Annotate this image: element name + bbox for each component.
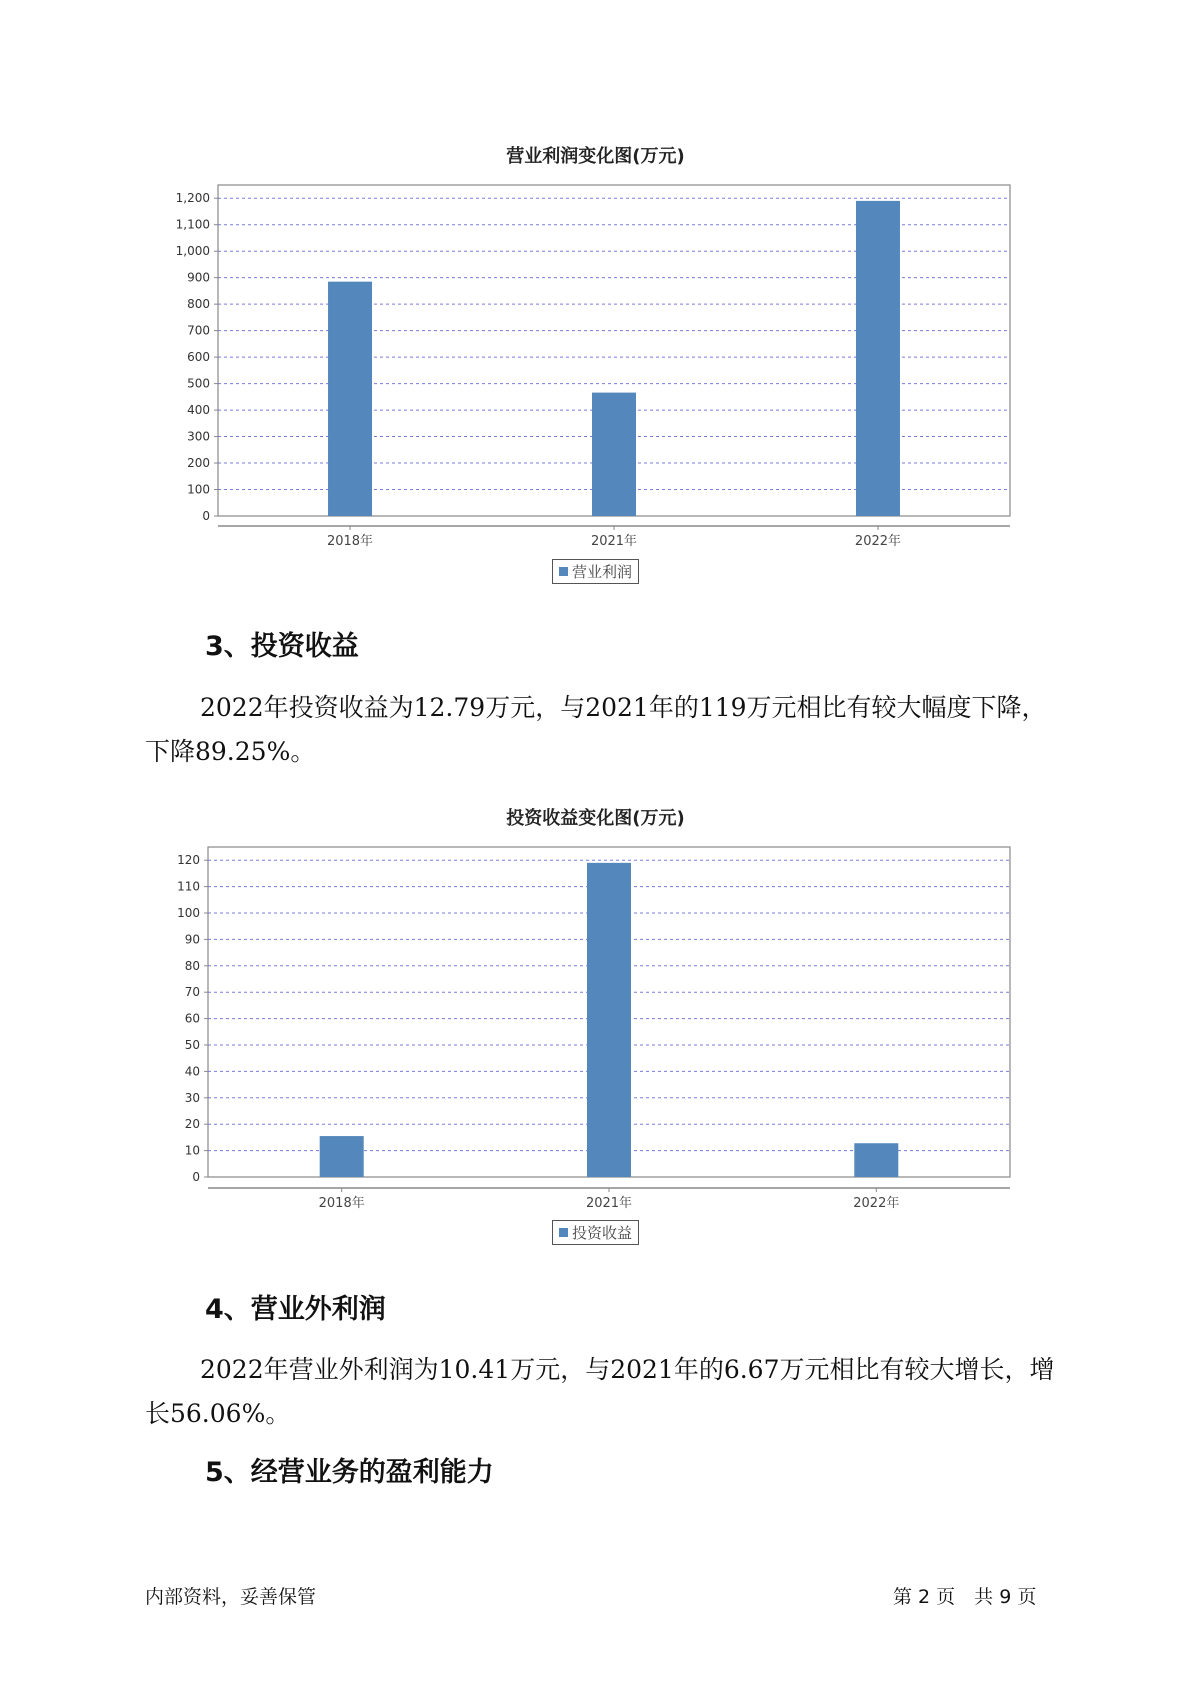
legend-swatch bbox=[559, 1228, 568, 1237]
x-tick-label: 2021年 bbox=[590, 534, 638, 549]
y-tick-label: 300 bbox=[187, 429, 210, 444]
y-tick-label: 40 bbox=[184, 1064, 200, 1079]
footer-confidential-note: 内部资料，妥善保管 bbox=[145, 1586, 317, 1608]
y-tick-label: 30 bbox=[184, 1090, 200, 1105]
bar bbox=[854, 1143, 898, 1177]
footer-page-number: 第 2 页 共 9 页 bbox=[893, 1586, 1037, 1608]
bar bbox=[587, 863, 631, 1177]
y-tick-label: 90 bbox=[184, 932, 200, 947]
y-tick-label: 100 bbox=[177, 906, 200, 920]
y-tick-label: 900 bbox=[187, 270, 210, 285]
section-4-heading: 4、营业外利润 bbox=[205, 1294, 386, 1325]
y-tick-label: 100 bbox=[187, 482, 210, 497]
legend-label: 投资收益 bbox=[572, 1224, 633, 1242]
y-tick-label: 0 bbox=[192, 1170, 200, 1184]
y-tick-label: 70 bbox=[184, 985, 200, 1000]
y-tick-label: 1,200 bbox=[175, 191, 210, 206]
x-tick-label: 2018年 bbox=[326, 534, 374, 549]
y-tick-label: 700 bbox=[187, 323, 210, 338]
legend-investment-income bbox=[552, 1220, 639, 1245]
y-tick-label: 1,100 bbox=[175, 217, 210, 232]
y-tick-label: 80 bbox=[184, 958, 200, 973]
x-tick-label: 2021年 bbox=[585, 1196, 633, 1211]
section-4-paragraph: 2022年营业外利润为10.41万元，与2021年的6.67万元相比有较大增长，增长56.06%。 bbox=[145, 1355, 1055, 1428]
y-tick-label: 400 bbox=[187, 403, 210, 418]
x-tick-label: 2018年 bbox=[318, 1196, 365, 1211]
y-tick-label: 60 bbox=[184, 1011, 200, 1026]
section-3-paragraph: 2022年投资收益为12.79万元，与2021年的119万元相比有较大幅度下降，下降89.25%。 bbox=[145, 693, 1047, 766]
y-tick-label: 120 bbox=[177, 853, 200, 868]
y-tick-label: 600 bbox=[187, 350, 210, 365]
y-tick-label: 500 bbox=[187, 376, 210, 391]
x-tick-label: 2022年 bbox=[854, 534, 902, 549]
chart-title-investment-income: 投资收益变化图(万元) bbox=[506, 808, 685, 829]
section-5-heading: 5、经营业务的盈利能力 bbox=[205, 1457, 494, 1488]
y-tick-label: 800 bbox=[187, 297, 210, 312]
y-tick-label: 1,000 bbox=[175, 244, 210, 259]
y-tick-label: 0 bbox=[202, 509, 210, 523]
y-tick-label: 200 bbox=[187, 456, 210, 471]
chart-title-operating-profit: 营业利润变化图(万元) bbox=[506, 146, 685, 167]
x-tick-label: 2022年 bbox=[853, 1196, 900, 1211]
section-3-heading: 3、投资收益 bbox=[205, 631, 359, 662]
y-tick-label: 50 bbox=[184, 1038, 200, 1052]
y-tick-label: 10 bbox=[184, 1143, 200, 1158]
bar bbox=[320, 1136, 364, 1177]
y-tick-label: 20 bbox=[184, 1117, 200, 1132]
legend-label: 营业利润 bbox=[572, 563, 633, 581]
y-tick-label: 110 bbox=[177, 879, 200, 894]
